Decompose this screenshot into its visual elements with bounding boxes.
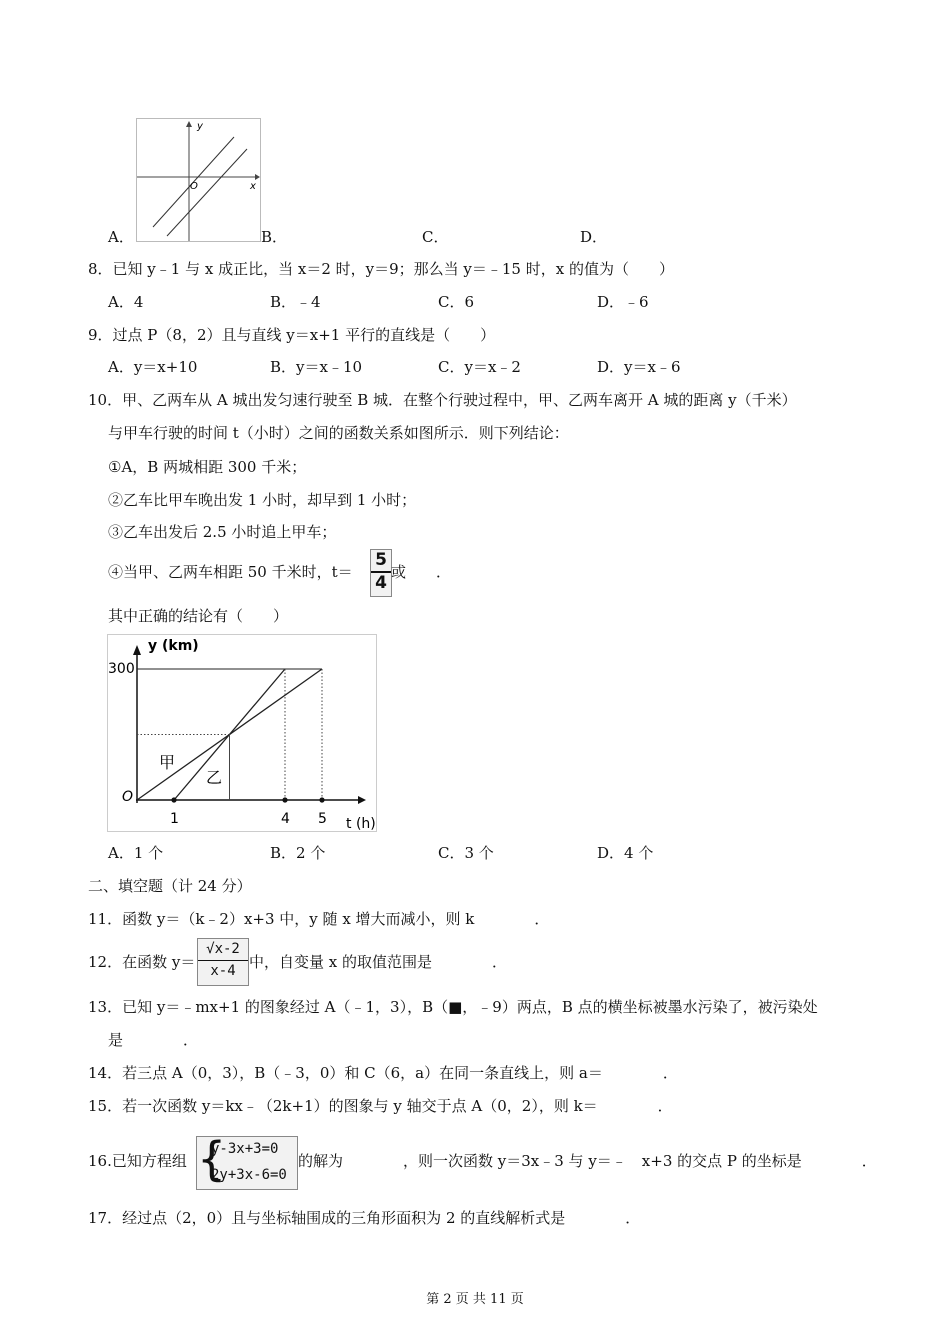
- q8-stem: 8．已知 y﹣1 与 x 成正比，当 x＝2 时，y＝9；那么当 y＝﹣15 时，x 的值为（ ）: [88, 260, 674, 278]
- left-brace-icon: {: [197, 1132, 227, 1186]
- q9-option-b: B．y＝x﹣10: [270, 358, 363, 376]
- y-axis-arrow: [133, 645, 141, 655]
- x-tick-dot-1: [171, 797, 176, 802]
- q10-conclusion-4: [108, 562, 353, 582]
- parallel-lines-graph: [137, 119, 260, 241]
- x-tick-label-1: 1: [170, 811, 179, 827]
- q10-fraction: [370, 549, 392, 597]
- q10-c4-prefix: ④当甲、乙两车相距 50 千米时，t＝: [108, 563, 353, 581]
- q16-suffix: 的解为 ，则一次函数 y＝3x﹣3 与 y＝﹣ x+3 的交点 P 的坐标是 ．: [298, 1152, 877, 1170]
- x-axis-label: t (h): [346, 816, 376, 831]
- q10-option-b: B．2 个: [270, 844, 326, 862]
- q10-option-d: D．4 个: [597, 844, 654, 862]
- q10-fraction-num: 5: [371, 550, 391, 573]
- x-tick-label-5: 5: [318, 811, 327, 827]
- q8-option-d: D．﹣6: [597, 293, 649, 311]
- graph-y-label: y: [197, 121, 203, 132]
- y-axis-label: y (km): [148, 638, 199, 654]
- q12-fraction: [197, 938, 249, 986]
- graph-option-a: [136, 118, 261, 242]
- q16-eq1: y-3x+3=0: [211, 1141, 279, 1157]
- q10-option-a: A．1 个: [108, 844, 164, 862]
- q16-equation-system: [196, 1132, 298, 1190]
- q9-option-c: C．y＝x﹣2: [438, 358, 521, 376]
- q7-option-a: A．: [108, 228, 134, 246]
- graph-x-label: x: [250, 181, 256, 192]
- q8-option-a: A．4: [108, 293, 144, 311]
- q13-line2: 是 ．: [108, 1031, 199, 1049]
- q7-option-d: D．: [580, 228, 608, 246]
- x-tick-label-4: 4: [281, 811, 290, 827]
- q10-option-c: C．3 个: [438, 844, 494, 862]
- q10-c4-suffix: 或 ．: [391, 563, 452, 581]
- x-tick-dot-5: [319, 797, 324, 802]
- q17: 17．经过点（2，0）且与坐标轴围成的三角形面积为 2 的直线解析式是 ．: [88, 1209, 641, 1227]
- origin-label: O: [122, 789, 134, 805]
- q10-question: 其中正确的结论有（ ）: [108, 607, 289, 625]
- y-tick-label-300: 300: [108, 661, 135, 677]
- q10-conclusion-2: ②乙车比甲车晚出发 1 小时，却早到 1 小时；: [108, 491, 417, 509]
- page-footer: 第 2 页 共 11 页: [426, 1292, 524, 1307]
- q7-option-b: B．: [261, 228, 288, 246]
- q13-line1: 13．已知 y＝﹣mx+1 的图象经过 A（﹣1，3），B（■，﹣9）两点，B 点的横坐标被墨水污染了，被污染处: [88, 998, 818, 1016]
- q12-fraction-num: √x-2: [198, 939, 248, 961]
- q9-option-d: D．y＝x﹣6: [597, 358, 681, 376]
- q9-stem: 9．过点 P（8，2）且与直线 y＝x+1 平行的直线是（ ）: [88, 326, 496, 344]
- q10-conclusion-3: ③乙车出发后 2.5 小时追上甲车；: [108, 523, 337, 541]
- series-label-yi: 乙: [206, 768, 223, 787]
- q12-suffix: 中，自变量 x 的取值范围是 ．: [249, 953, 507, 971]
- q10-conclusion-1: ①A，B 两城相距 300 千米；: [108, 458, 307, 476]
- q15: 15．若一次函数 y＝kx﹣（2k+1）的图象与 y 轴交于点 A（0，2），则 k＝ ．: [88, 1097, 673, 1115]
- q16-prefix: 16.已知方程组: [88, 1152, 187, 1170]
- q10-chart: [107, 634, 377, 832]
- q12-fraction-den: x-4: [210, 963, 236, 979]
- q11: 11．函数 y＝（k﹣2）x+3 中，y 随 x 增大而减小，则 k ．: [88, 910, 550, 928]
- graph-origin-label: O: [190, 181, 198, 192]
- q9-option-a: A．y＝x+10: [108, 358, 198, 376]
- q8-option-c: C．6: [438, 293, 475, 311]
- distance-time-chart: [108, 635, 376, 831]
- x-axis-arrow: [358, 796, 366, 804]
- q16-eq2: 2y+3x-6=0: [211, 1167, 287, 1183]
- q12-prefix: 12．在函数 y＝: [88, 953, 196, 971]
- x-tick-dot-4: [282, 797, 287, 802]
- section-title: 二、填空题（计 24 分）: [88, 877, 252, 895]
- q10-stem-line2: 与甲车行驶的时间 t（小时）之间的函数关系如图所示．则下列结论：: [108, 424, 569, 442]
- q10-fraction-den: 4: [375, 573, 387, 593]
- q14: 14．若三点 A（0，3），B（﹣3，0）和 C（6，a）在同一条直线上，则 a＝ ．: [88, 1064, 678, 1082]
- q7-option-c: C．: [422, 228, 449, 246]
- q10-stem-line1: 10．甲、乙两车从 A 城出发匀速行驶至 B 城．在整个行驶过程中，甲、乙两车离开 A 城的距离 y（千米）: [88, 391, 797, 409]
- series-label-jia: 甲: [159, 753, 176, 772]
- q8-option-b: B．﹣4: [270, 293, 321, 311]
